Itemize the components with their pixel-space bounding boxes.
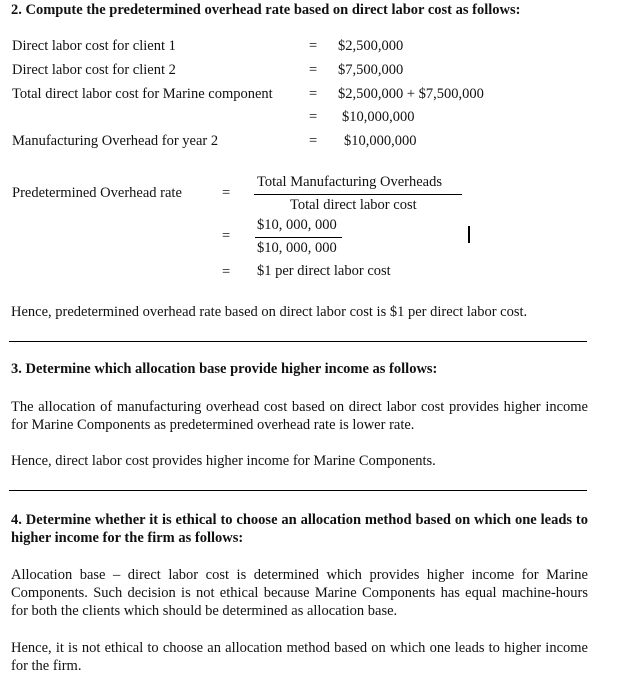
equals-sign: = [309, 133, 318, 149]
row-value-total: $10,000,000 [342, 109, 415, 125]
row-label-overhead: Manufacturing Overhead for year 2 [12, 133, 219, 149]
section-4-paragraph: Allocation base – direct labor cost is determined which provides higher income for Marine Components. Such decision is not ethical because Marine Components has equal machine-hours for both the clients which should be determined as allocation base. [11, 567, 588, 619]
values-denominator: $10, 000, 000 [257, 240, 337, 256]
equals-sign: = [222, 185, 231, 201]
equals-sign: = [309, 109, 318, 125]
equals-sign: = [309, 62, 318, 78]
equals-sign: = [309, 86, 318, 102]
section-3-paragraph: The allocation of manufacturing overhead cost based on direct labor cost provides higher income for Marine Components as predetermined overhead rate is lower rate. [11, 399, 588, 433]
values-numerator: $10, 000, 000 [257, 217, 337, 233]
equals-sign: = [309, 38, 318, 54]
text-cursor [468, 226, 470, 243]
section-3-heading: 3. Determine which allocation base provide higher income as follows: [11, 361, 438, 377]
equals-sign: = [222, 264, 231, 280]
section-2-heading: 2. Compute the predetermined overhead rate based on direct labor cost as follows: [11, 2, 521, 18]
rate-result: $1 per direct labor cost [257, 263, 391, 279]
row-value-overhead: $10,000,000 [344, 133, 417, 149]
row-value-client-1: $2,500,000 [338, 38, 404, 54]
row-label-client-1: Direct labor cost for client 1 [12, 38, 176, 54]
row-label-total: Total direct labor cost for Marine component [12, 86, 273, 102]
row-value-client-2: $7,500,000 [338, 62, 404, 78]
formula-fraction-line [254, 194, 462, 195]
section-2-conclusion: Hence, predetermined overhead rate based on direct labor cost is $1 per direct labor cost. [11, 304, 528, 320]
section-3-conclusion: Hence, direct labor cost provides higher income for Marine Components. [11, 453, 436, 469]
divider [9, 490, 587, 491]
section-4-heading: 4. Determine whether it is ethical to choose an allocation method based on which one leads to higher income for the firm as follows: [11, 512, 588, 546]
divider [9, 341, 587, 342]
row-label-client-2: Direct labor cost for client 2 [12, 62, 176, 78]
equals-sign: = [222, 228, 231, 244]
formula-denominator: Total direct labor cost [290, 197, 417, 213]
rate-label: Predetermined Overhead rate [12, 185, 182, 201]
values-fraction-line [255, 237, 342, 238]
row-value-total-formula: $2,500,000 + $7,500,000 [338, 86, 484, 102]
formula-numerator: Total Manufacturing Overheads [257, 174, 443, 190]
section-4-conclusion: Hence, it is not ethical to choose an allocation method based on which one leads to higher income for the firm. [11, 640, 588, 674]
